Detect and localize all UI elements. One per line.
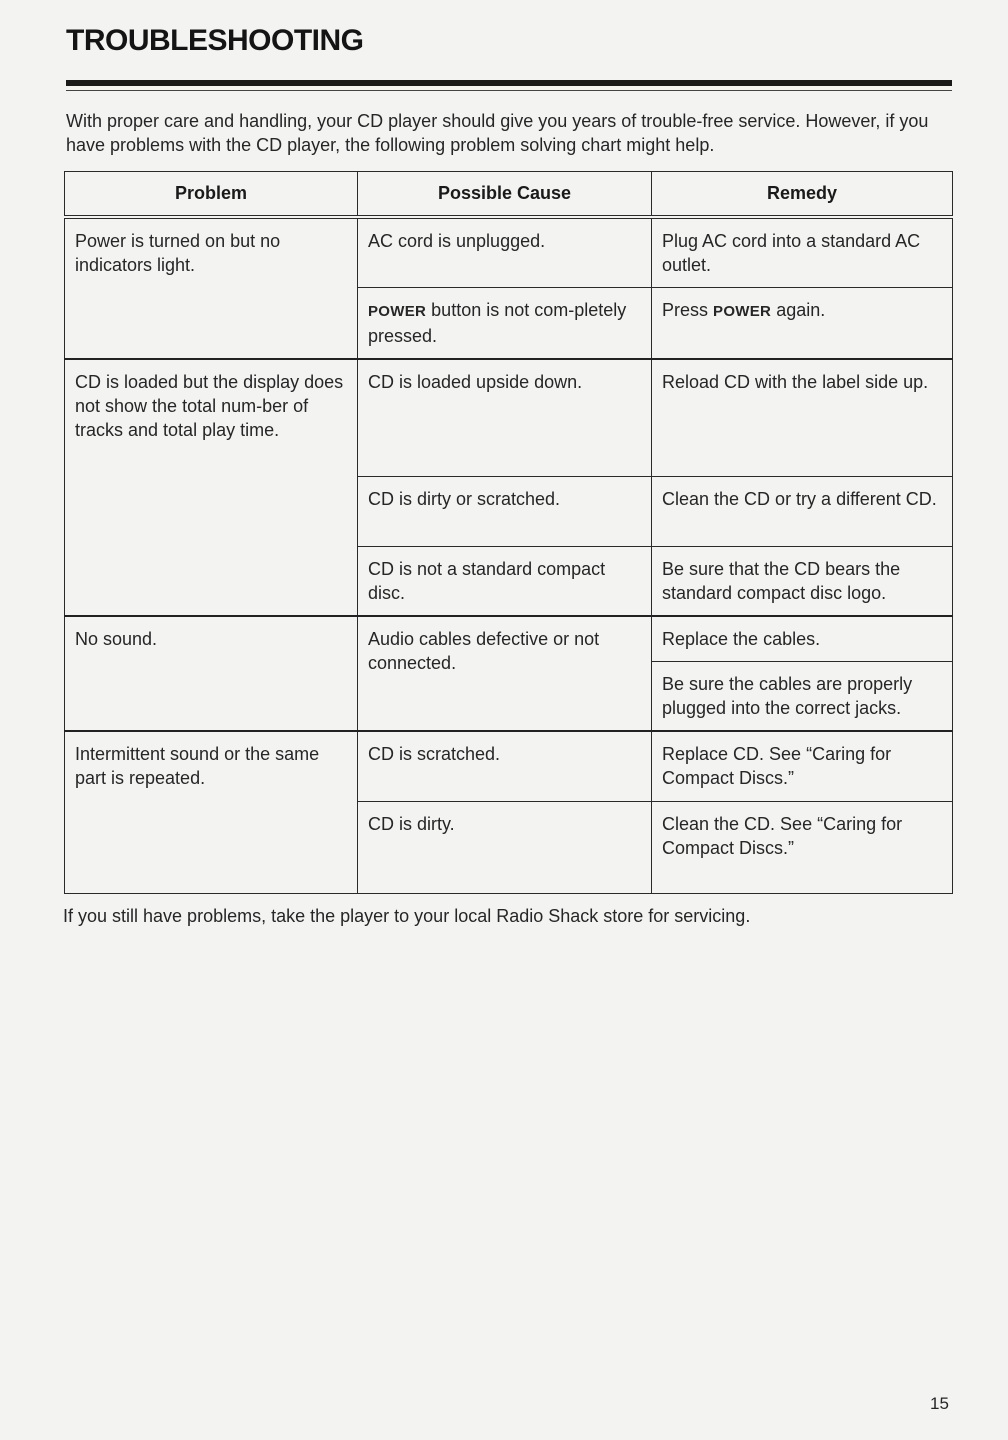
troubleshooting-table [64,171,953,894]
cause-cell: CD is loaded upside down. [358,359,652,476]
title-rule-thick [66,80,952,86]
header-problem: Problem [65,172,358,218]
remedy-text-pre: Press [662,300,714,320]
page-title: TROUBLESHOOTING [66,24,364,57]
table-header-row [65,172,953,218]
cause-cell: CD is not a standard compact disc. [358,546,652,616]
cause-text: button is not com-pletely pressed. [368,300,627,346]
power-keyword: POWER [713,303,772,320]
remedy-cell [652,288,953,360]
footer-note: If you still have problems, take the player to your local Radio Shack store for servicing. [63,906,751,926]
remedy-text-post: again. [771,300,826,320]
problem-cell: Power is turned on but no indicators light. [65,217,358,359]
cause-cell: CD is dirty. [358,801,652,893]
remedy-cell: Be sure the cables are properly plugged into the correct jacks. [652,662,953,732]
remedy-cell: Clean the CD. See “Caring for Compact Discs.” [652,801,953,893]
problem-cell: Intermittent sound or the same part is repeated. [65,731,358,893]
intro-paragraph: With proper care and handling, your CD player should give you years of trouble-free service. However, if you have problems with the CD player, the following problem solving chart might help. [66,111,929,155]
cause-cell: CD is dirty or scratched. [358,476,652,546]
header-possible-cause: Possible Cause [358,172,652,218]
page-number: 15 [930,1394,949,1413]
table-row [65,616,953,662]
power-keyword: POWER [368,303,427,320]
table-row [65,731,953,801]
remedy-cell: Replace the cables. [652,616,953,662]
remedy-cell: Clean the CD or try a different CD. [652,476,953,546]
cause-cell: Audio cables defective or not connected. [358,616,652,732]
title-rule-thin [66,90,952,91]
cause-cell [358,288,652,360]
remedy-cell: Plug AC cord into a standard AC outlet. [652,217,953,288]
header-remedy: Remedy [652,172,953,218]
table-row [65,217,953,288]
cause-cell: AC cord is unplugged. [358,217,652,288]
table-row [65,359,953,476]
remedy-cell: Replace CD. See “Caring for Compact Discs.” [652,731,953,801]
problem-cell: No sound. [65,616,358,732]
cause-cell: CD is scratched. [358,731,652,801]
problem-cell: CD is loaded but the display does not show the total num-ber of tracks and total play time. [65,359,358,616]
remedy-cell: Be sure that the CD bears the standard compact disc logo. [652,546,953,616]
remedy-cell: Reload CD with the label side up. [652,359,953,476]
